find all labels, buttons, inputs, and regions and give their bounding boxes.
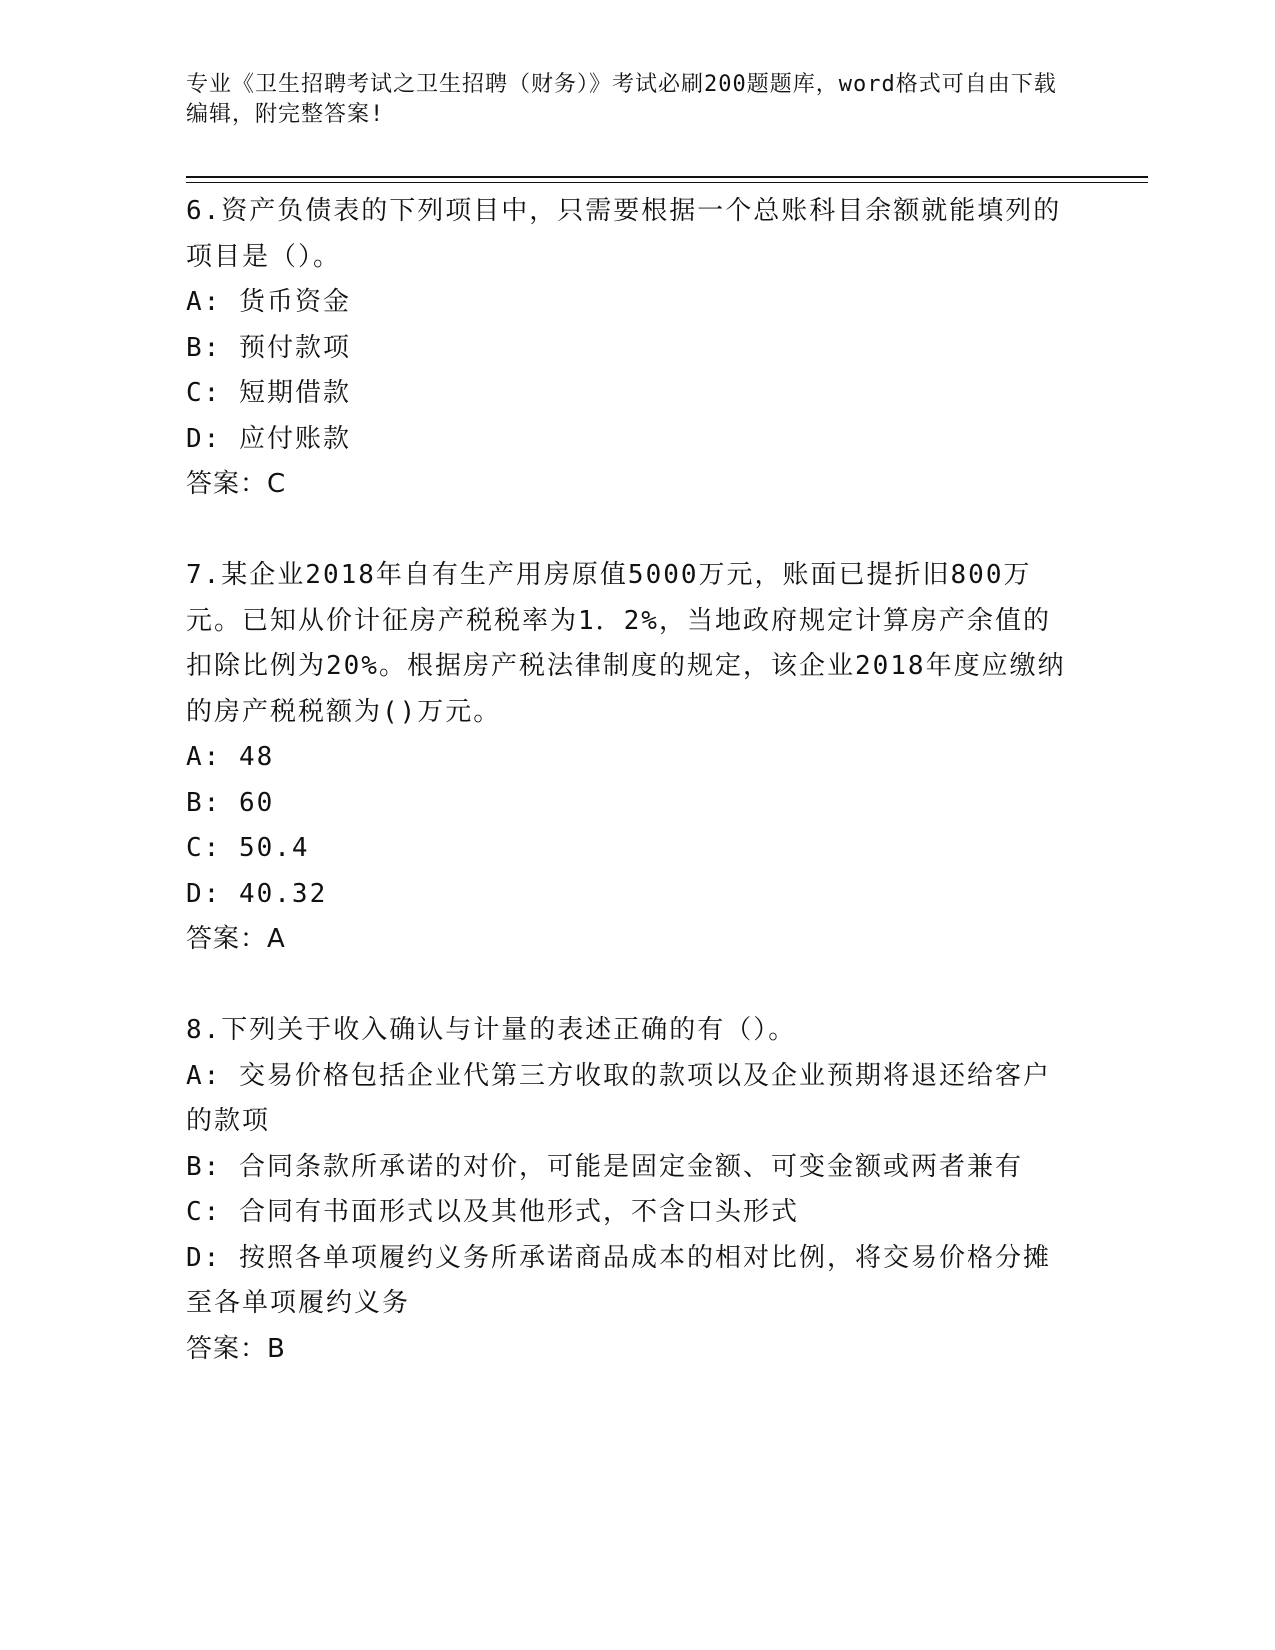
option-d: D: 按照各单项履约义务所承诺商品成本的相对比例，将交易价格分摊至各单项履约义务 bbox=[186, 1242, 1051, 1318]
option-b: B: 合同条款所承诺的对价，可能是固定金额、可变金额或两者兼有 bbox=[186, 1151, 1023, 1182]
option-c: C: 短期借款 bbox=[186, 378, 351, 408]
answer: 答案：B bbox=[186, 1333, 286, 1364]
question-8 bbox=[186, 1008, 1076, 1372]
option-a: A: 交易价格包括企业代第三方收取的款项以及企业预期将退还给客户的款项 bbox=[186, 1060, 1051, 1136]
document-header: 专业《卫生招聘考试之卫生招聘（财务）》考试必刷200题题库，word格式可自由下载编辑，附完整答案! bbox=[186, 72, 1057, 127]
question-list bbox=[186, 189, 1076, 1372]
option-d: D: 应付账款 bbox=[186, 423, 351, 454]
answer: 答案：C bbox=[186, 469, 287, 499]
option-a: A: 货币资金 bbox=[186, 287, 351, 317]
answer: 答案：A bbox=[186, 924, 286, 954]
option-d: D: 40.32 bbox=[186, 878, 328, 909]
option-a: A: 48 bbox=[186, 742, 275, 772]
option-c: C: 50.4 bbox=[186, 833, 310, 863]
spacer bbox=[186, 508, 1076, 554]
option-c: C: 合同有书面形式以及其他形式，不含口头形式 bbox=[186, 1197, 799, 1227]
question-stem: 6.资产负债表的下列项目中，只需要根据一个总账科目余额就能填列的项目是（）。 bbox=[186, 196, 1062, 272]
header-rule-thick bbox=[186, 176, 1148, 178]
header-rule-thin bbox=[186, 182, 1148, 183]
question-6 bbox=[186, 189, 1076, 508]
question-stem: 8.下列关于收入确认与计量的表述正确的有（）。 bbox=[186, 1015, 797, 1045]
option-b: B: 预付款项 bbox=[186, 332, 351, 363]
question-stem: 7.某企业2018年自有生产用房原值5000万元，账面已提折旧800万元。已知从价计征房产税税率为1．2%，当地政府规定计算房产余值的扣除比例为20%。根据房产税法律制度的规定，该企业2018年度应缴纳的房产税税额为()万元。 bbox=[186, 560, 1066, 727]
option-b: B: 60 bbox=[186, 787, 275, 818]
question-7 bbox=[186, 553, 1076, 963]
spacer bbox=[186, 963, 1076, 1009]
